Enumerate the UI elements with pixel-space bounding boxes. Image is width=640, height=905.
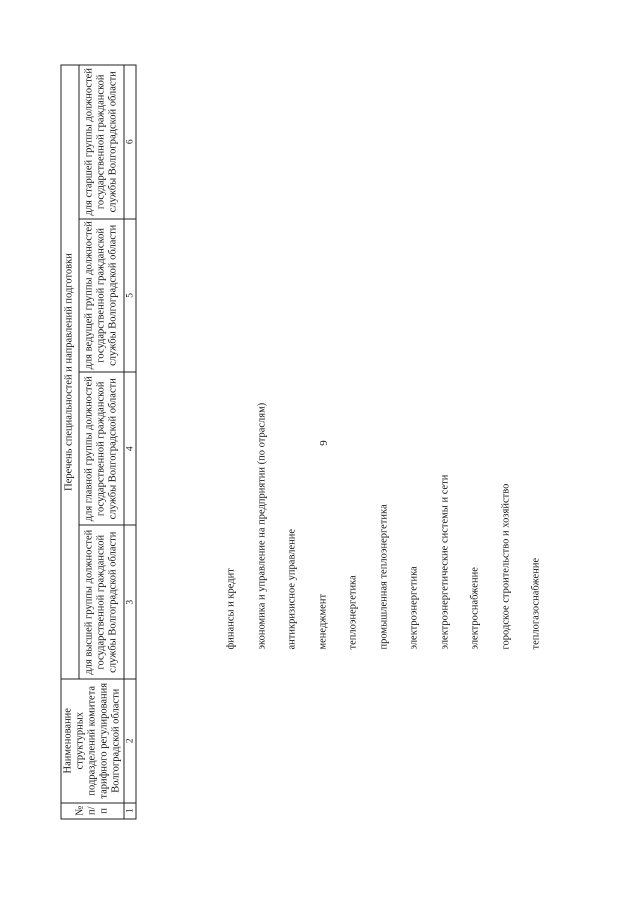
header-group-highest: для высшей группы должностей государственной гражданской службы Волгоградской области <box>79 525 125 678</box>
column-index: 3 <box>124 525 136 678</box>
column-index: 5 <box>124 219 136 372</box>
list-item: экономика и управление на предприятии (по отраслям) <box>256 402 267 650</box>
specialties-table <box>61 65 137 820</box>
list-item: городское строительство и хозяйство <box>500 483 511 650</box>
list-item: антикризисное управление <box>286 528 298 650</box>
list-item: электроэнергетика <box>408 566 420 650</box>
page-number: 9 <box>318 440 330 446</box>
list-item: финансы и кредит <box>225 568 237 650</box>
list-item: теплоэнергетика <box>347 575 359 650</box>
header-group-senior: для старшей группы должностей государственной гражданской службы Волгоградской области <box>79 65 125 219</box>
column-index: 4 <box>124 372 136 525</box>
list-item: менеджмент <box>317 593 328 650</box>
specialty-list <box>226 260 562 650</box>
list-item: промышленная теплоэнергетика <box>378 504 389 650</box>
header-number: № п/п <box>61 803 124 819</box>
list-item: электроснабжение <box>469 567 481 650</box>
header-group-leading: для ведущей группы должностей государственной гражданской службы Волгоградской области <box>79 219 125 372</box>
header-group-title: Перечень специальностей и направлений подготовки <box>61 65 79 679</box>
list-item: теплогазоснабжение <box>530 557 542 650</box>
header-group-main: для главной группы должностей государственной гражданской службы Волгоградской области <box>79 372 125 525</box>
header-name: Наименование структурных подразделений комитета тарифного регулирования Волгоградской области <box>61 679 124 803</box>
column-index: 1 <box>124 803 136 819</box>
column-index: 2 <box>124 679 136 803</box>
list-item: электроэнергетические системы и сети <box>439 474 450 650</box>
column-index: 6 <box>124 65 136 219</box>
rotated-sheet <box>61 65 542 820</box>
